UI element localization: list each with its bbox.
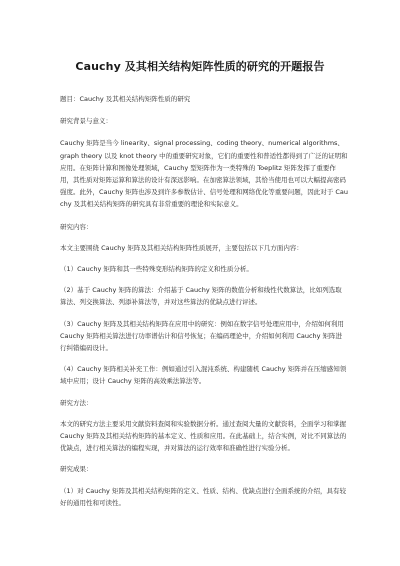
background-paragraph: Cauchy 矩阵是当今 linearity、signal processing、coding theory、numerical algorithms、graph theory 以及 knot theory 中的重要研究对象，它们的重要性和普适性都得到了广泛的证明和应用。在矩阵计算和图像处理领域，Cauchy 型矩阵作为一类特殊的 Toeplitz 矩阵发挥了重要作用，其性质对矩阵运算和算法的设计有深远影响。在加密算法领域，其恰当使用也可以大幅提高密码强度。此外，Cauchy 矩阵也涉及到许多参数估计、信号处理和网络优化等重要问题，因此对于 Cauchy 及其相关结构矩阵的研究具有非常重要的理论和实际意义。 bbox=[60, 139, 348, 209]
method-paragraph: 本文的研究方法主要采用文献资料查阅和实验数据分析。通过查阅大量的文献资料，全面学习和掌握 Cauchy 矩阵及其相关结构矩阵的基本定义、性质和应用。在此基础上，结合实例，对比不同算法的优缺点，进行相关算法的编程实现，并对算法的运行效率和准确性进行实验分析。 bbox=[60, 419, 347, 453]
content-item: （2）基于 Cauchy 矩阵的算法：介绍基于 Cauchy 矩阵的数值分析和线性代数算法，比如列选取算法、列交换算法、列添补算法等，并对这些算法的优缺点进行评述。 bbox=[60, 286, 342, 307]
document-body bbox=[60, 93, 348, 509]
results-item: （1）对 Cauchy 矩阵及其相关结构矩阵的定义、性质、结构、优缺点进行全面系统的介绍，具有较好的通用性和可读性。 bbox=[60, 486, 346, 507]
content-item: （3）Cauchy 矩阵及其相关结构矩阵在应用中的研究：例如在数字信号处理应用中，介绍如何利用 Cauchy 矩阵相关算法进行功率谱估计和信号恢复；在编码理论中，介绍如何利用 Cauchy 矩阵进行纠错编码设计。 bbox=[60, 319, 344, 353]
background-heading: 研究背景与意义： bbox=[60, 117, 112, 126]
method-heading: 研究方法： bbox=[60, 398, 93, 407]
content-intro: 本文主要围绕 Cauchy 矩阵及其相关结构矩阵性质展开，主要包括以下几方面内容： bbox=[60, 243, 303, 252]
document-title: Cauchy 及其相关结构矩阵性质的研究的开题报告 bbox=[75, 60, 325, 73]
content-item: （4）Cauchy 矩阵相关补充工作：例如通过引入混沌系统、构建随机 Cauchy 矩阵并在压缩感知领域中应用；设计 Cauchy 矩阵的高效乘法算法等。 bbox=[60, 365, 347, 386]
content-heading: 研究内容： bbox=[60, 222, 93, 231]
content-item: （1）Cauchy 矩阵和其一些特殊变形结构矩阵的定义和性质分析。 bbox=[60, 265, 253, 274]
topic-line: 题目：Cauchy 及其相关结构矩阵性质的研究 bbox=[60, 95, 191, 103]
results-heading: 研究成果： bbox=[60, 465, 93, 474]
